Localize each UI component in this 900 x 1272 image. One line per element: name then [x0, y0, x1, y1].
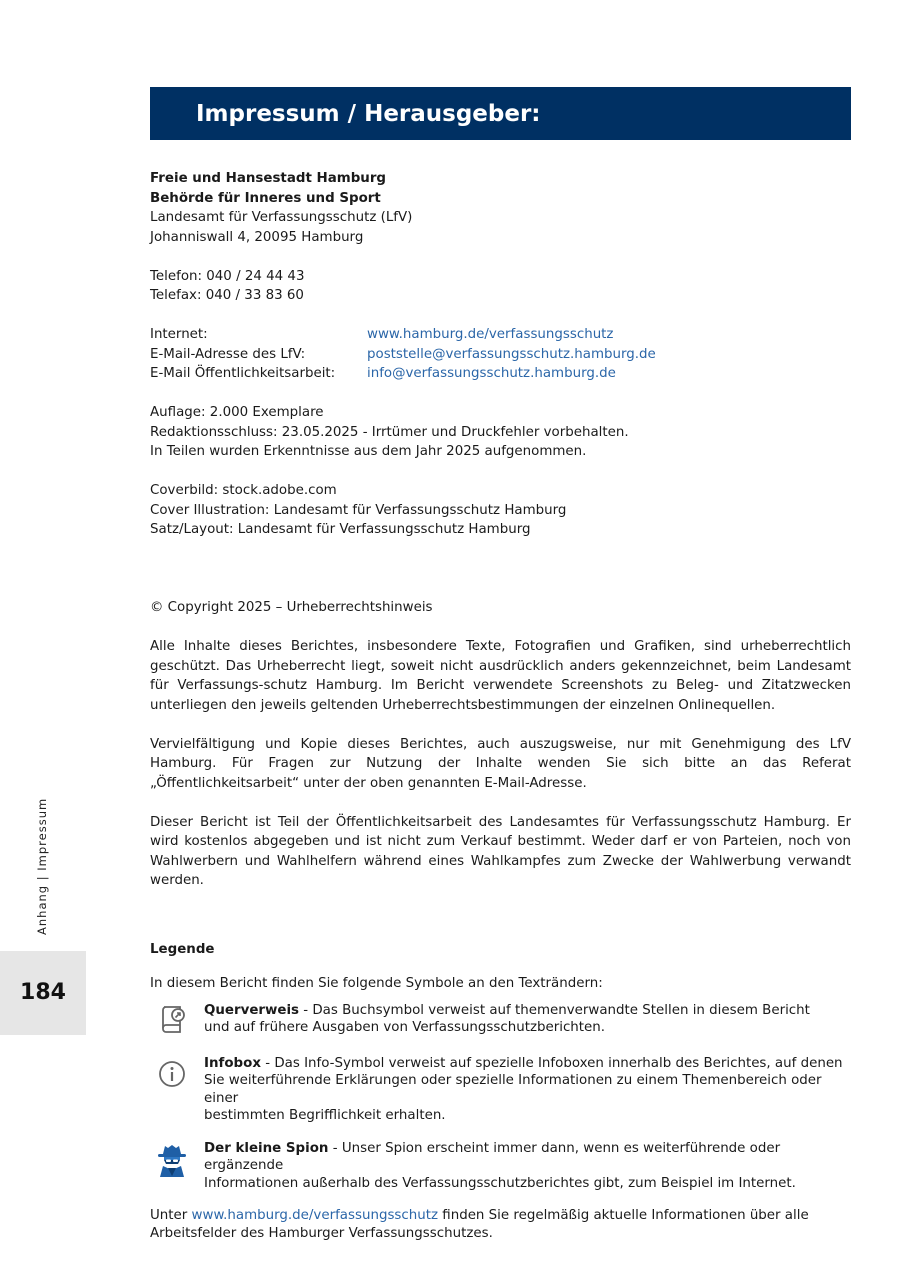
publisher-line: Behörde für Inneres und Sport [150, 190, 381, 206]
page-title: Impressum / Herausgeber: [196, 101, 541, 127]
copyright-paragraph: Vervielfältigung und Kopie dieses Berichtes, auch auszugsweise, nur mit Genehmigung des LfV Hamburg. Für Fragen zur Nutzung der Inhalte wenden Sie sich bitte an das Referat „Öffentlichkeitsarbeit“ unter der oben genannten E-Mail-Adresse. [150, 736, 851, 791]
edition-block [150, 403, 851, 462]
legend-term: Infobox [204, 1055, 261, 1071]
satz-layout: Satz/Layout: Landesamt für Verfassungsschutz Hamburg [150, 522, 531, 537]
internet-link[interactable]: www.hamburg.de/verfassungsschutz [367, 327, 614, 342]
legend-desc: Informationen außerhalb des Verfassungsschutzberichtes gibt, zum Beispiel im Internet. [204, 1175, 796, 1191]
coverbild: Coverbild: stock.adobe.com [150, 483, 337, 498]
legend-item-infobox [150, 1055, 851, 1125]
legend-term: Der kleine Spion [204, 1140, 329, 1156]
legend-block [150, 940, 851, 1243]
telefon: Telefon: 040 / 24 44 43 [150, 268, 305, 284]
publisher-line: Freie und Hansestadt Hamburg [150, 171, 387, 186]
auflage: Auflage: 2.000 Exemplare [150, 405, 324, 420]
contact-block [150, 267, 851, 306]
outro-text: Unter [150, 1208, 192, 1223]
legend-desc: - Unser Spion erscheint immer dann, wenn es weiterführende oder ergänzende [204, 1140, 781, 1173]
spy-icon [150, 1140, 194, 1178]
credits-block [150, 481, 851, 540]
outro-text: Arbeitsfelder des Hamburger Verfassungsschutzes. [150, 1225, 493, 1241]
publisher-address: Johanniswall 4, 20095 Hamburg [150, 229, 364, 245]
legend-desc: bestimmten Begrifflichkeit erhalten. [204, 1108, 446, 1123]
legend-title: Legende [150, 941, 215, 957]
links-block [150, 325, 851, 384]
legend-outro [150, 1207, 851, 1242]
legend-desc: Sie weiterführende Erklärungen oder spezielle Informationen zu einem Themenbereich oder einer [204, 1073, 822, 1106]
legend-intro: In diesem Bericht finden Sie folgende Symbole an den Texträndern: [150, 976, 603, 991]
telefax: Telefax: 040 / 33 83 60 [150, 288, 304, 303]
legend-desc: und auf frühere Ausgaben von Verfassungsschutzberichten. [204, 1020, 606, 1035]
internet-label: Internet: [150, 327, 208, 342]
email-label: E-Mail-Adresse des LfV: [150, 346, 306, 362]
outro-link[interactable]: www.hamburg.de/verfassungsschutz [191, 1208, 439, 1223]
publisher-line: Landesamt für Verfassungsschutz (LfV) [150, 210, 413, 225]
info-icon [150, 1055, 194, 1089]
email-link[interactable]: poststelle@verfassungsschutz.hamburg.de [367, 346, 656, 362]
section-label: Anhang | Impressum [35, 797, 49, 935]
legend-desc: - Das Info-Symbol verweist auf spezielle Infoboxen innerhalb des Berichtes, auf denen [260, 1055, 843, 1071]
page-number-tab [0, 951, 86, 1035]
copyright-paragraph: Dieser Bericht ist Teil der Öffentlichkeitsarbeit des Landesamtes für Verfassungsschutz Hamburg. Er wird kostenlos abgegeben und ist nicht zum Verkauf bestimmt. Weder darf er von Parteien, noch von Wahlwerbern und Wahlhelfern während eines Wahlkampfes zum Zwecke der Wahlwerbung verwandt werden. [150, 814, 851, 888]
oeff-email-link[interactable]: info@verfassungsschutz.hamburg.de [367, 366, 616, 381]
redaktionsschluss: Redaktionsschluss: 23.05.2025 - Irrtümer und Druckfehler vorbehalten. [150, 424, 629, 440]
cover-illustration: Cover Illustration: Landesamt für Verfassungsschutz Hamburg [150, 502, 567, 518]
outro-text: finden Sie regelmäßig aktuelle Informationen über alle [438, 1208, 809, 1223]
legend-desc: - Das Buchsymbol verweist auf themenverwandte Stellen in diesem Bericht [299, 1002, 810, 1018]
copyright-heading: © Copyright 2025 – Urheberrechtshinweis [150, 600, 433, 615]
copyright-block [150, 598, 851, 891]
publisher-block [150, 169, 851, 247]
erkenntnisse-note: In Teilen wurden Erkenntnisse aus dem Jahr 2025 aufgenommen. [150, 444, 587, 459]
legend-item-spion [150, 1140, 851, 1193]
page-number: 184 [20, 980, 66, 1005]
main-content [150, 169, 851, 1242]
legend-item-querverweis [150, 1002, 851, 1037]
legend-term: Querverweis [204, 1002, 300, 1018]
oeff-email-label: E-Mail Öffentlichkeitsarbeit: [150, 366, 336, 381]
book-reference-icon [150, 1002, 194, 1036]
copyright-paragraph: Alle Inhalte dieses Berichtes, insbesondere Texte, Fotografien und Grafiken, sind urheberrechtlich geschützt. Das Urheberrecht liegt, soweit nicht ausdrücklich anders gekennzeichnet, beim Landesamt für Verfassungs-schutz Hamburg. Im Bericht verwendete Screenshots zu Beleg- und Zitatzwecken unterliegen den jeweils geltenden Urheberrechtsbestimmungen der einzelnen Onlinequellen. [150, 639, 851, 713]
header-bar [150, 87, 851, 140]
